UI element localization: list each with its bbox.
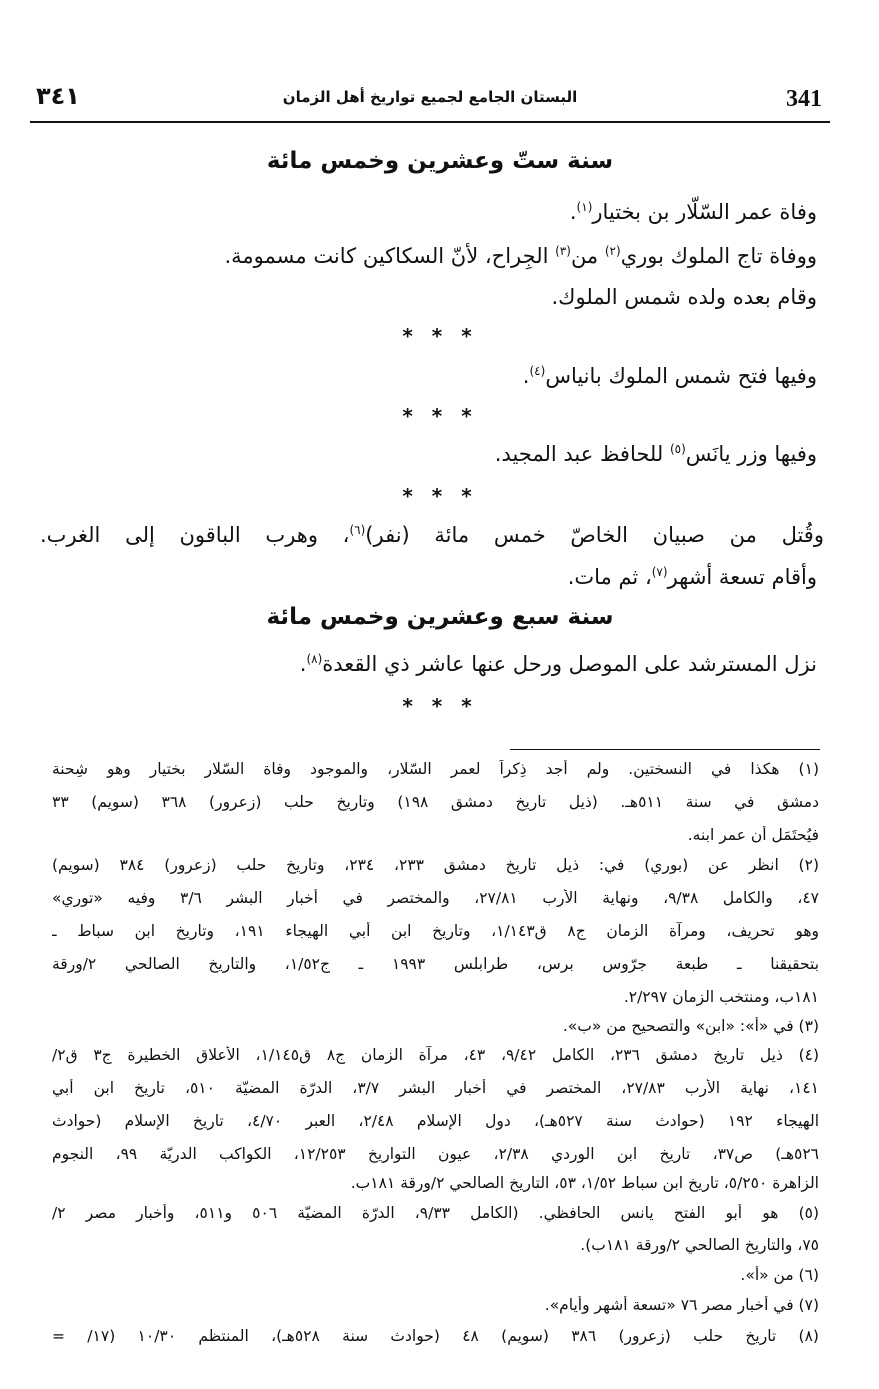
footnote-ref: (٢) (604, 244, 621, 258)
body-line: وقُتل من صبيان الخاصّ خمس مائة (نفر)$^{(٦)}$، وهرب الباقون إلى الغرب. (40, 523, 824, 547)
footnote-line: دمشق في سنة ٥١١هـ. (ذيل تاريخ دمشق ١٩٨) وتاريخ حلب (زعرور) ٣٦٨ (سويم) ٣٣ (52, 793, 819, 811)
body-line: وفاة عمر السّلّار بن بختيار$^{(١)}$. (569, 200, 817, 224)
footnote-ref: (٤) (529, 364, 546, 378)
footnote-ref: (١) (576, 200, 593, 214)
footnote-line: (٣) في «أ»: «ابن» والتصحيح من «ب». (562, 1017, 819, 1035)
footnote-ref: (٦) (349, 523, 366, 537)
footnote-ref: (٧) (651, 565, 668, 579)
footnote-line: وهو تحريف، ومرآة الزمان ج٨ ق١/١٤٣، وتاريخ ابن أبي الهيجاء ١٩١، وتاريخ ابن سباط ـ (52, 922, 819, 940)
section-separator: * * * (402, 404, 478, 428)
body-line: وقام بعده ولده شمس الملوك. (551, 285, 817, 309)
footnote-line: بتحقيقنا ـ طبعة جرّوس برس، طرابلس ١٩٩٣ ـ ج١/٥٢، والتاريخ الصالحي ٢/ورقة (52, 955, 819, 973)
footnote-line: (٤) ذيل تاريخ دمشق ٢٣٦، الكامل ٩/٤٢، ٤٣، مرآة الزمان ج٨ ق١/١٤٥، الأعلاق الخطيرة ج٣ ق٢/ (52, 1046, 819, 1064)
body-line: وفيها فتح شمس الملوك بانياس$^{(٤)}$. (522, 364, 817, 388)
footnote-rule (510, 749, 820, 750)
page-number-latin: 341 (786, 86, 822, 112)
body-line: وفيها وزر يانَس$^{(٥)}$ للحافظ عبد المجيد. (494, 442, 817, 466)
year-heading-527: سنة سبع وعشرين وخمس مائة (266, 604, 614, 630)
section-separator: * * * (402, 694, 478, 718)
footnote-line: ٧٥، والتاريخ الصالحي ٢/ورقة ١٨١ب). (580, 1236, 819, 1254)
body-line: نزل المسترشد على الموصل ورحل عنها عاشر ذي القعدة$^{(٨)}$. (299, 652, 817, 676)
running-title: البستان الجامع لجميع تواريخ أهل الزمان (282, 88, 578, 106)
footnote-line: الزاهرة ٥/٢٥٠، تاريخ ابن سباط ١/٥٢، ٥٣، التاريخ الصالحي ٢/ورقة ١٨١ب. (350, 1174, 819, 1192)
footnote-line: (٥) هو أبو الفتح يانس الحافظي. (الكامل ٩/٣٣، الدرّة المضيّة ٥٠٦ و٥١١، وأخبار مصر ٢/ (52, 1204, 819, 1222)
year-heading-526: سنة ستّ وعشرين وخمس مائة (266, 148, 614, 174)
footnote-line: ١٤١، نهاية الأرب ٢٧/٨٣، المختصر في أخبار البشر ٣/٧، الدرّة المضيّة ٥١٠، تاريخ ابن أبي (52, 1079, 819, 1097)
header-rule (30, 121, 830, 123)
footnote-line: الهيجاء ١٩٢ (حوادث سنة ٥٢٧هـ)، دول الإسلام ٢/٤٨، العبر ٤/٧٠، تاريخ الإسلام (حوادث (52, 1112, 819, 1130)
footnote-line: (٨) تاريخ حلب (زعرور) ٣٨٦ (سويم) ٤٨ (حوادث سنة ٥٢٨هـ)، المنتظم ١٠/٣٠ (١٧/ = (52, 1327, 819, 1345)
footnote-line: ٤٧، والكامل ٩/٣٨، ونهاية الأرب ٢٧/٨١، والمختصر في أخبار البشر ٣/٦ وفيه «توري» (52, 889, 819, 907)
running-header (30, 78, 830, 118)
footnote-line: فيُحتَمَل أن عمر ابنه. (687, 826, 819, 844)
page-number-arabic: ٣٤١ (36, 82, 80, 110)
footnote-line: (٦) من «أ». (740, 1266, 819, 1284)
footnote-line: (٢) انظر عن (بوري) في: ذيل تاريخ دمشق ٢٣٣، ٢٣٤، وتاريخ حلب (زعرور) ٣٨٤ (سويم) (52, 856, 819, 874)
footnote-ref: (٥) (669, 442, 686, 456)
section-separator: * * * (402, 484, 478, 508)
footnote-line: ٥٢٦هـ) ص٣٧، تاريخ ابن الوردي ٢/٣٨، عيون التواريخ ١٢/٢٥٣، الكواكب الدريّة ٩٩، النجوم (52, 1145, 819, 1163)
footnote-line: (٧) في أخبار مصر ٧٦ «تسعة أشهر وأيام». (544, 1296, 819, 1314)
section-separator: * * * (402, 324, 478, 348)
body-line: وأقام تسعة أشهر$^{(٧)}$، ثم مات. (567, 565, 817, 589)
body-line: ووفاة تاج الملوك بوري$^{(٢)}$ من$^{(٣)}$ الجِراح، لأنّ السكاكين كانت مسمومة. (224, 244, 817, 268)
footnote-ref: (٣) (555, 244, 571, 258)
footnote-line: (١) هكذا في النسختين. ولم أجد ذِكراً لعمر السّلار، والموجود وفاة السّلار بختيار وهو شِحنة (52, 760, 819, 778)
footnote-ref: (٨) (306, 652, 323, 666)
footnote-line: ١٨١ب، ومنتخب الزمان ٢/٢٩٧. (623, 988, 819, 1006)
